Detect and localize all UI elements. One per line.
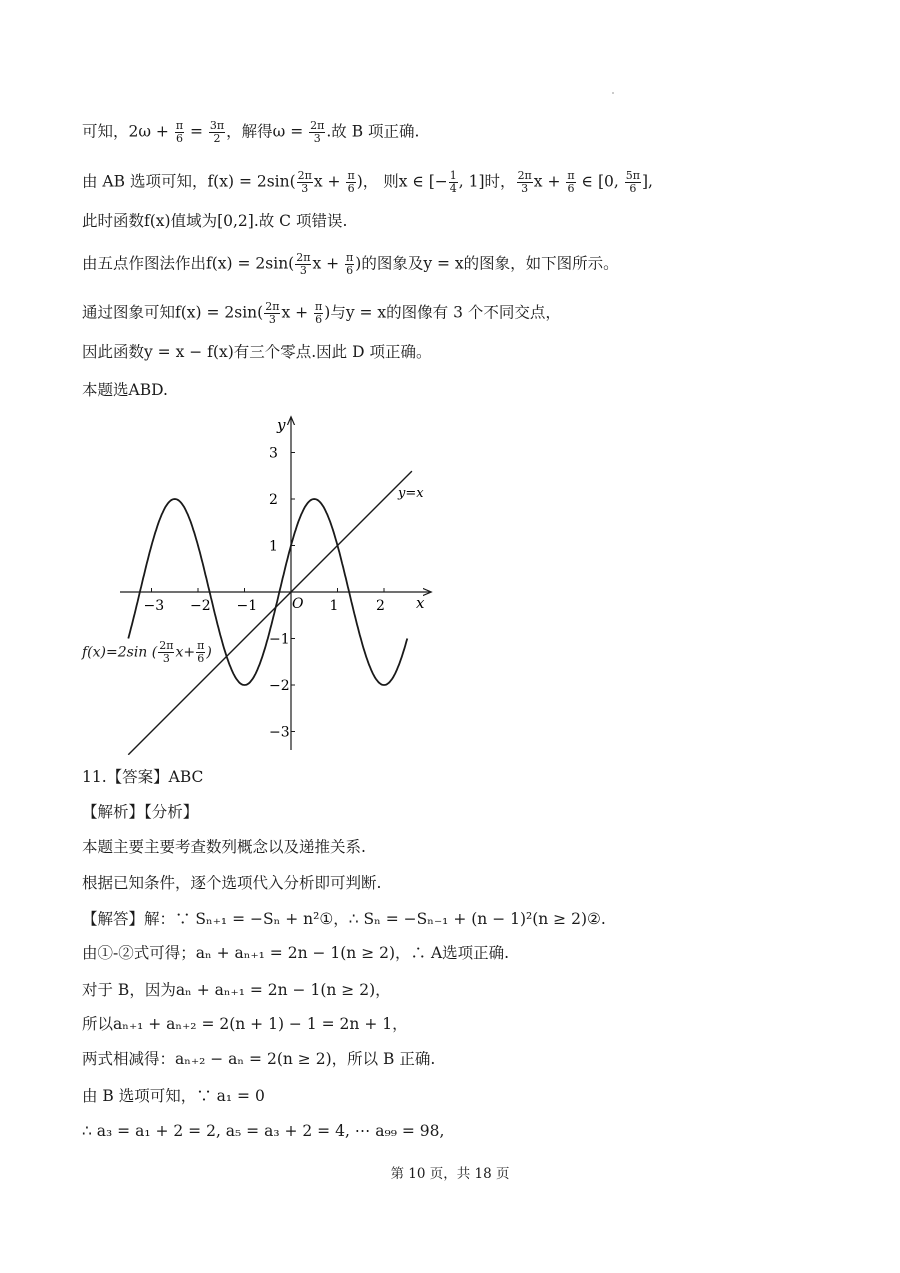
function-graph: [108, 410, 448, 755]
line-label: y=x: [398, 486, 424, 501]
x-tick-label: −1: [236, 598, 258, 614]
text-line-11: 根据已知条件，逐个选项代入分析即可判断.: [82, 874, 382, 892]
function-label: f(x)=2sin ( $\frac{2\pi}{3}$ x+ $\frac{\pi}{6}$ ): [82, 639, 212, 665]
text-run: 通过图象可知f(x) = 2sin(: [82, 303, 264, 322]
text-run: ∈ [0,: [576, 172, 624, 191]
text-run: 由 AB 选项可知，f(x) = 2sin(: [82, 172, 296, 191]
text-line-15: 所以aₙ₊₁ + aₙ₊₂ = 2(n + 1) − 1 = 2n + 1，: [82, 1015, 408, 1033]
text-run: 由五点作图法作出f(x) = 2sin(: [82, 254, 295, 273]
y-tick-label: −2: [269, 678, 290, 694]
fraction: $\frac{\pi}{6}$: [197, 639, 205, 665]
fraction: $\frac{3\pi}{2}$: [209, 119, 225, 145]
text-run: x +: [313, 172, 346, 191]
text-line-12: 【解答】解：∵ Sₙ₊₁ = −Sₙ + n²①，∴ Sₙ = −Sₙ₋₁ + (n − 1)²(n ≥ 2)②.: [82, 910, 606, 928]
text-line-16: 两式相减得：aₙ₊₂ − aₙ = 2(n ≥ 2)，所以 B 正确.: [82, 1050, 436, 1068]
fraction: $\frac{1}{4}$: [449, 169, 457, 195]
text-run: x +: [281, 303, 314, 322]
y-tick-label: −1: [269, 631, 290, 648]
text-line-5: [82, 301, 561, 326]
text-run: , 1]时，: [458, 172, 516, 191]
y-tick-label: 2: [269, 492, 278, 508]
text-line-14: 对于 B，因为aₙ + aₙ₊₁ = 2n − 1(n ≥ 2)，: [82, 981, 391, 999]
x-tick-label: −3: [143, 598, 165, 614]
page-footer: 第 10 页，共 18 页: [390, 1166, 510, 1182]
text-run: x +: [533, 172, 566, 191]
x-tick-label: 1: [329, 598, 339, 614]
x-tick-label: −2: [190, 598, 211, 614]
text-run: =: [185, 122, 208, 141]
text-run: x +: [312, 254, 345, 273]
fraction: $\frac{5\pi}{6}$: [625, 169, 640, 195]
origin-label: O: [292, 596, 304, 612]
text-line-18: ∴ a₃ = a₁ + 2 = 2, a₅ = a₃ + 2 = 4, ⋯ a₉₉ = 98,: [82, 1122, 445, 1140]
fraction: $\frac{\pi}{6}$: [315, 300, 323, 326]
text-line-1: [82, 120, 419, 145]
text-run: ],: [641, 172, 653, 191]
fraction: $\frac{2\pi}{3}$: [159, 639, 174, 665]
fraction: $\frac{2\pi}{3}$: [517, 169, 532, 195]
text-run: .故 B 项正确.: [326, 122, 420, 141]
x-axis-label: x: [416, 594, 425, 612]
text-line-3: 此时函数f(x)值域为[0,2].故 C 项错误.: [82, 212, 348, 230]
y-tick-label: 3: [269, 445, 278, 462]
y-axis-label: y: [277, 416, 286, 434]
y-tick-label: −3: [269, 724, 290, 741]
text-run: )， 则x ∈ [−: [356, 172, 448, 191]
text-line-8: 11.【答案】ABC: [82, 768, 204, 786]
fraction: $\frac{\pi}{6}$: [347, 169, 355, 195]
text-run: )与y = x的图像有 3 个不同交点，: [324, 303, 561, 322]
text-line-9: 【解析】【分析】: [82, 803, 199, 821]
fraction: $\frac{2\pi}{3}$: [310, 119, 325, 145]
text-line-2: [82, 170, 653, 195]
text-line-17: 由 B 选项可知，∵ a₁ = 0: [82, 1087, 265, 1105]
fraction: $\frac{\pi}{6}$: [567, 169, 575, 195]
text-run: 可知，2ω +: [82, 122, 174, 141]
fraction: $\frac{\pi}{6}$: [346, 251, 354, 277]
text-run: ，解得ω =: [226, 122, 309, 141]
text-line-7: 本题选ABD.: [82, 381, 168, 399]
text-run: )的图象及y = x的图象，如下图所示。: [355, 254, 619, 273]
text-line-4: [82, 252, 619, 277]
fraction: $\frac{2\pi}{3}$: [265, 300, 280, 326]
fraction: $\frac{\pi}{6}$: [175, 119, 184, 145]
y-tick-label: 1: [269, 538, 278, 555]
text-line-10: 本题主要主要考查数列概念以及递推关系.: [82, 838, 366, 856]
text-line-6: 因此函数y = x − f(x)有三个零点.因此 D 项正确。: [82, 343, 432, 361]
fraction: $\frac{2\pi}{3}$: [296, 251, 311, 277]
series-line-y-equals-x: [128, 471, 412, 755]
stray-mark: [612, 92, 614, 94]
text-line-13: 由①-②式可得；aₙ + aₙ₊₁ = 2n − 1(n ≥ 2)，∴ A选项正确.: [82, 944, 510, 962]
fraction: $\frac{2\pi}{3}$: [297, 169, 312, 195]
x-tick-label: 2: [376, 598, 385, 614]
